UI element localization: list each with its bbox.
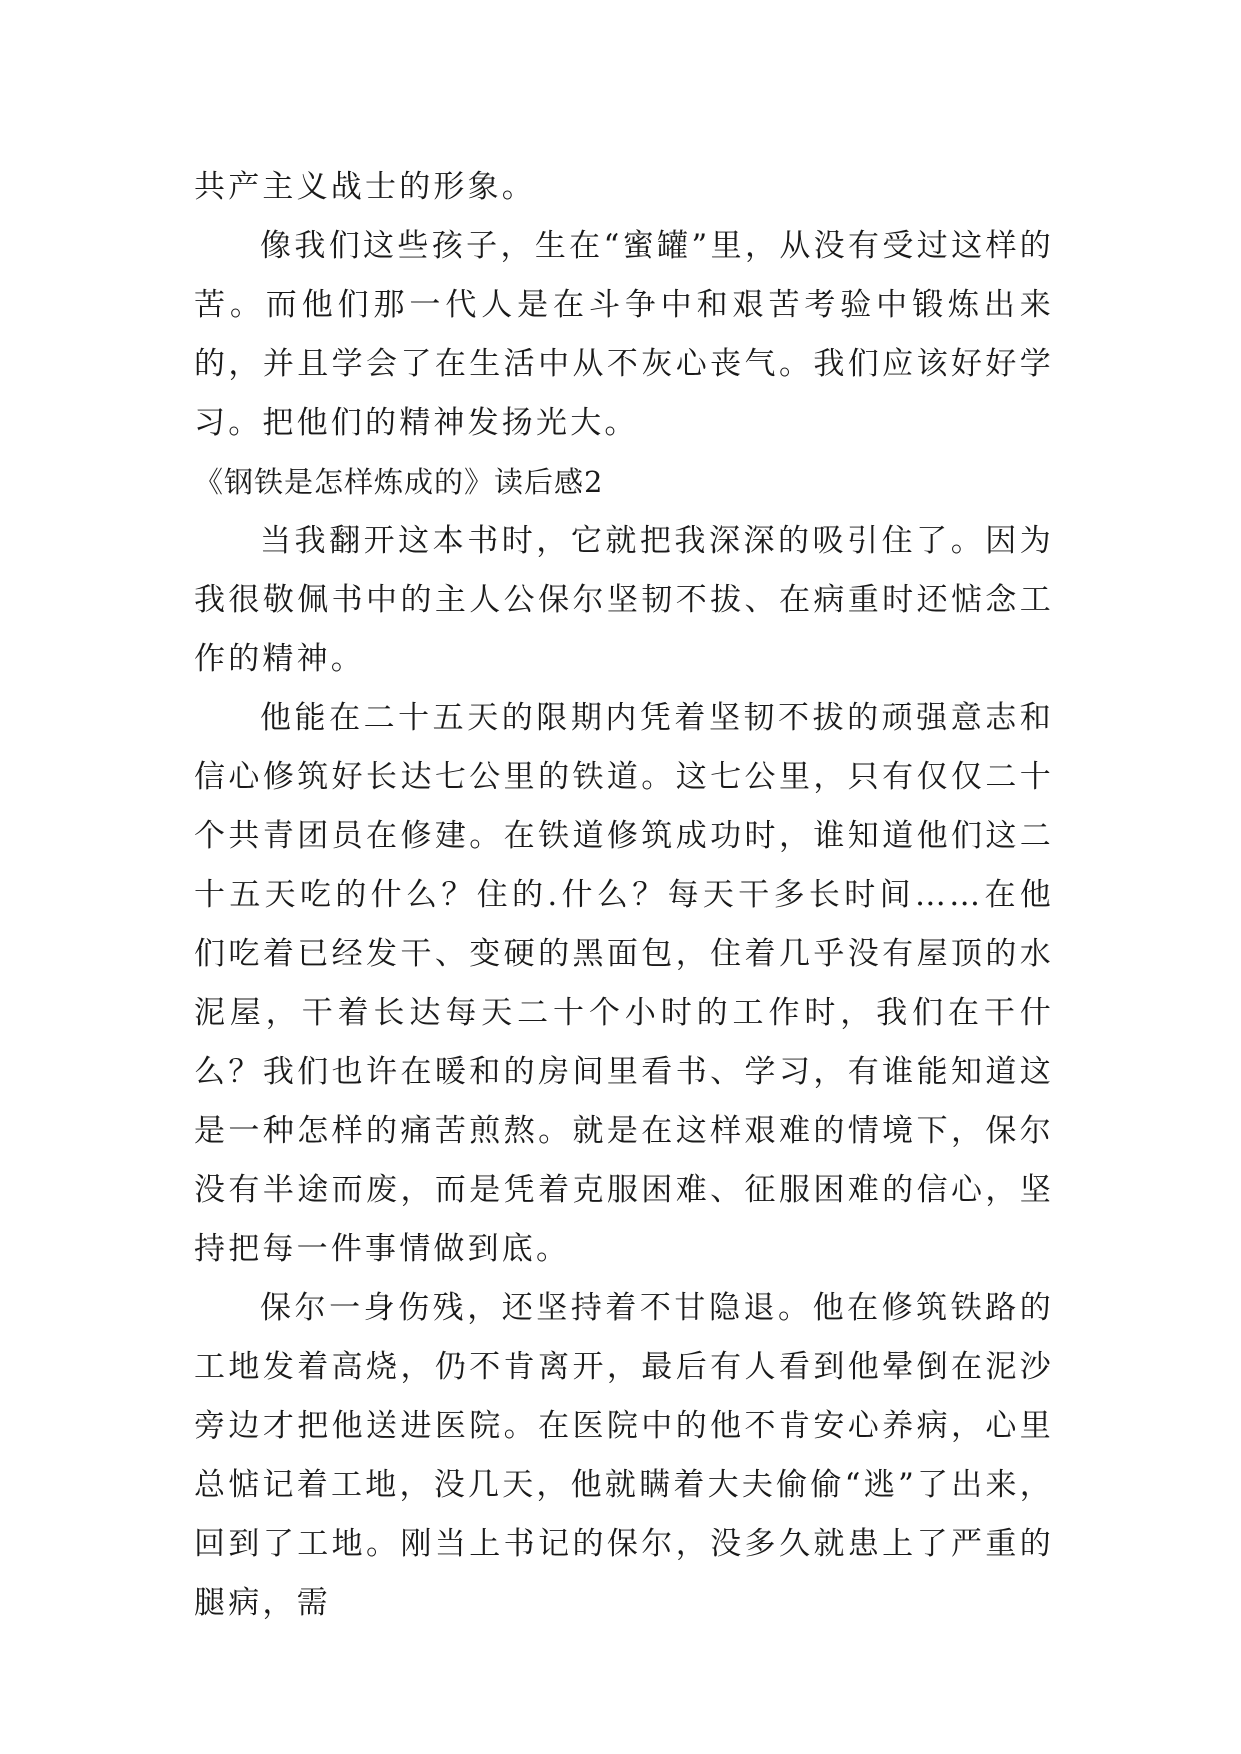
document-body <box>194 158 1054 1633</box>
paragraph-2: 像我们这些孩子，生在“蜜罐”里，从没有受过这样的苦。而他们那一代人是在斗争中和艰苦考验中锻炼出来的，并且学会了在生活中从不灰心丧气。我们应该好好学习。把他们的精神发扬光大。 <box>194 228 1054 441</box>
paragraph-5: 保尔一身伤残，还坚持着不甘隐退。他在修筑铁路的工地发着高烧，仍不肯离开，最后有人看到他晕倒在泥沙旁边才把他送进医院。在医院中的他不肯安心养病，心里总惦记着工地，没几天，他就瞒着大夫偷偷“逃”了出来，回到了工地。刚当上书记的保尔，没多久就患上了严重的腿病，需 <box>194 1290 1054 1621</box>
paragraph-4: 他能在二十五天的限期内凭着坚韧不拔的顽强意志和信心修筑好长达七公里的铁道。这七公里，只有仅仅二十个共青团员在修建。在铁道修筑成功时，谁知道他们这二十五天吃的什么？住的.什么？每天干多长时间……在他们吃着已经发干、变硬的黑面包，住着几乎没有屋顶的水泥屋，干着长达每天二十个小时的工作时，我们在干什么？我们也许在暖和的房间里看书、学习，有谁能知道这是一种怎样的痛苦煎熬。就是在这样艰难的情境下，保尔没有半途而废，而是凭着克服困难、征服困难的信心，坚持把每一件事情做到底。 <box>194 700 1054 1267</box>
paragraph-3: 当我翻开这本书时，它就把我深深的吸引住了。因为我很敬佩书中的主人公保尔坚韧不拔、在病重时还惦念工作的精神。 <box>194 523 1054 677</box>
paragraph-1: 共产主义战士的形象。 <box>194 169 536 205</box>
essay-heading: 《钢铁是怎样炼成的》读后感2 <box>194 465 604 499</box>
